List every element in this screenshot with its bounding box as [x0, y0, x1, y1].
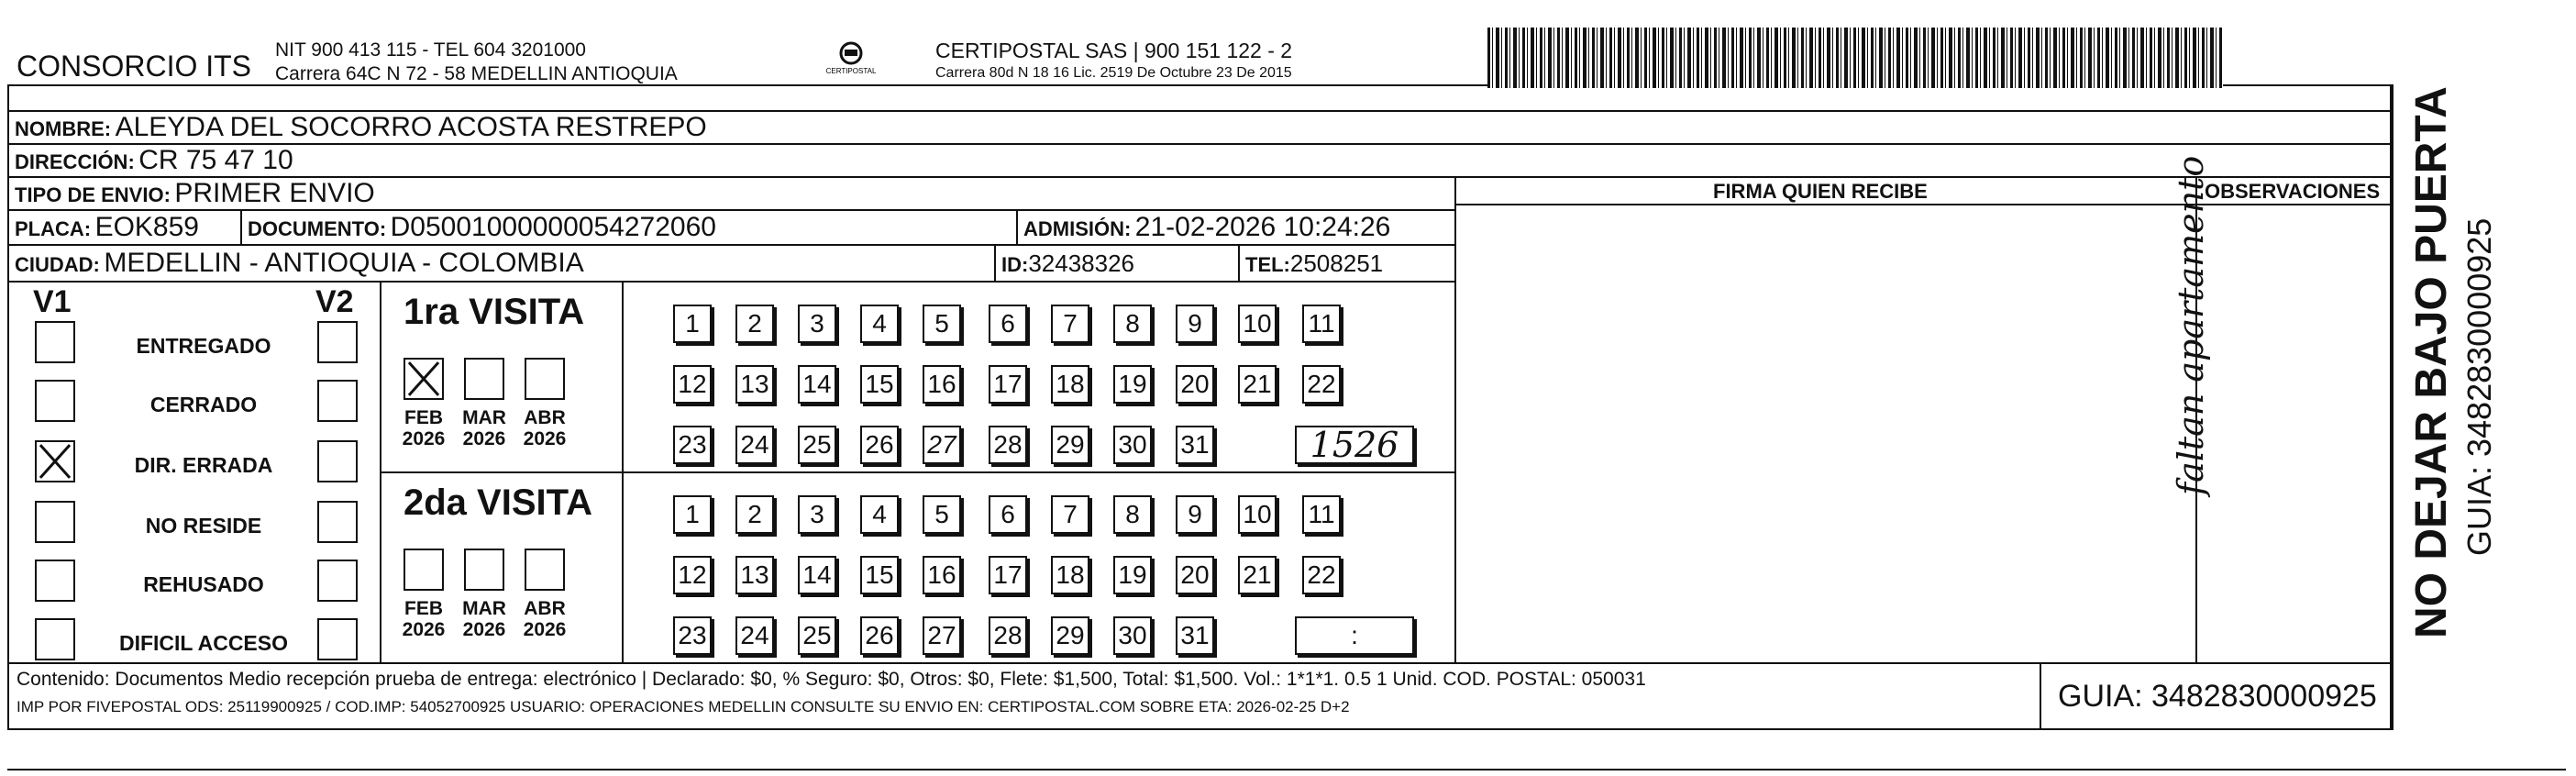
col-line [994, 244, 996, 281]
visit-day-box[interactable]: 14 [798, 556, 836, 594]
visit-day-box[interactable]: 21 [1238, 365, 1277, 404]
visit-day-box[interactable]: 1 [673, 495, 712, 534]
visit-day-box[interactable]: 23 [673, 616, 712, 655]
placa-value: EOK859 [94, 212, 199, 242]
barcode [1487, 28, 2223, 88]
status-label: DIR. ERRADA [134, 453, 273, 477]
admision-value: 21-02-2026 10:24:26 [1134, 212, 1391, 242]
visit-month-checkbox[interactable] [404, 358, 444, 400]
visit-day-box[interactable]: 2 [735, 495, 774, 534]
visit-day-box[interactable]: 30 [1113, 426, 1152, 464]
visit-day-box[interactable]: 6 [989, 495, 1027, 534]
visit-month-checkbox[interactable] [404, 549, 444, 591]
tipo-envio-label: TIPO DE ENVIO: [15, 183, 171, 206]
direccion-label: DIRECCIÓN: [15, 150, 135, 173]
documento-label: DOCUMENTO: [248, 217, 387, 240]
visit-day-box[interactable]: 12 [673, 365, 712, 404]
courier-line-2: Carrera 80d N 18 16 Lic. 2519 De Octubre 23 De 2015 [935, 65, 1292, 81]
visit-day-box[interactable]: 5 [923, 305, 961, 343]
visit-day-box[interactable]: 7 [1051, 495, 1089, 534]
direccion-value: CR 75 47 10 [138, 145, 293, 175]
visit-month-label: FEB 2026 [402, 407, 446, 450]
visit-day-box[interactable]: 24 [735, 616, 774, 655]
status-v1-checkbox[interactable] [35, 501, 75, 543]
visit-day-box[interactable]: 24 [735, 426, 774, 464]
visit-month-checkbox[interactable] [525, 358, 565, 400]
visit-month-label: MAR 2026 [462, 407, 506, 450]
status-v2-checkbox[interactable] [317, 560, 358, 602]
visit-day-box[interactable]: 3 [798, 305, 836, 343]
status-v2-checkbox[interactable] [317, 321, 358, 363]
visit-month-label: ABR 2026 [523, 598, 567, 641]
visit-month-label: ABR 2026 [523, 407, 567, 450]
visit-day-box[interactable]: 15 [860, 556, 899, 594]
documento-value: D05001000000054272060 [390, 212, 716, 242]
row-line [7, 143, 2392, 145]
status-v1-checkbox[interactable] [35, 560, 75, 602]
visit-day-box[interactable]: 2 [735, 305, 774, 343]
nombre-value: ALEYDA DEL SOCORRO ACOSTA RESTREPO [115, 112, 707, 142]
col-line [2392, 84, 2394, 730]
tipo-envio-value: PRIMER ENVIO [174, 178, 375, 208]
visit-day-box[interactable]: 20 [1176, 365, 1214, 404]
visit-day-box[interactable]: 28 [989, 616, 1027, 655]
col-line [1454, 176, 1456, 662]
visit-day-box[interactable]: 22 [1302, 365, 1341, 404]
visit-time-box[interactable]: : [1295, 616, 1414, 655]
visit-day-box[interactable]: 29 [1051, 616, 1089, 655]
col-line [1238, 244, 1240, 281]
visit-day-box[interactable]: 22 [1302, 556, 1341, 594]
tel-label: TEL: [1245, 253, 1290, 276]
status-v1-checkbox[interactable] [35, 380, 75, 422]
visit-day-box[interactable]: 14 [798, 365, 836, 404]
courier-line-1: CERTIPOSTAL SAS | 900 151 122 - 2 [935, 39, 1293, 62]
visit-day-box[interactable]: 16 [923, 365, 961, 404]
visit-day-box[interactable]: 20 [1176, 556, 1214, 594]
id-value: 32438326 [1028, 249, 1135, 277]
visit-day-box[interactable]: 5 [923, 495, 961, 534]
status-v2-checkbox[interactable] [317, 618, 358, 660]
visit-day-box[interactable]: 18 [1051, 365, 1089, 404]
observaciones-handwriting: faltan apartamento [2171, 155, 2211, 495]
row-line [7, 662, 2392, 664]
row-line [7, 209, 1456, 211]
visit-month-checkbox[interactable] [464, 549, 504, 591]
tel-value: 2508251 [1289, 249, 1384, 277]
visit-day-box[interactable]: 17 [989, 365, 1027, 404]
col-line [2040, 662, 2041, 730]
col-line [1016, 209, 1018, 244]
col-line [240, 209, 242, 244]
visit-day-box[interactable]: 23 [673, 426, 712, 464]
visit-day-box[interactable]: 31 [1176, 426, 1214, 464]
row-line [1456, 204, 2392, 205]
visit-day-box[interactable]: 4 [860, 305, 899, 343]
status-label: CERRADO [149, 393, 258, 416]
visit-day-box[interactable]: 16 [923, 556, 961, 594]
visit-day-box[interactable]: 11 [1302, 305, 1341, 343]
visit-day-box[interactable]: 9 [1176, 305, 1214, 343]
svg-text:CERTIPOSTAL: CERTIPOSTAL [825, 67, 877, 75]
ciudad-label: CIUDAD: [15, 253, 100, 276]
admision-label: ADMISIÓN: [1023, 217, 1132, 240]
status-label: NO RESIDE [145, 514, 262, 538]
company-line-2: Carrera 64C N 72 - 58 MEDELLIN ANTIOQUIA [275, 63, 678, 84]
visit-title: 2da VISITA [404, 482, 592, 523]
bottom-rule [7, 769, 2566, 770]
row-line [380, 471, 1454, 473]
footer-guia: GUIA: 3482830000925 [2058, 679, 2377, 714]
status-v2-checkbox[interactable] [317, 440, 358, 482]
status-v2-checkbox[interactable] [317, 380, 358, 422]
visit-day-box[interactable]: 30 [1113, 616, 1152, 655]
visit-day-box[interactable]: 7 [1051, 305, 1089, 343]
visit-day-box[interactable]: 8 [1113, 305, 1152, 343]
placa-label: PLACA: [15, 217, 92, 240]
firma-label: FIRMA QUIEN RECIBE [1713, 180, 1928, 203]
status-label: DIFICIL ACCESO [118, 631, 288, 655]
visit-day-box[interactable]: 19 [1113, 365, 1152, 404]
certipostal-logo [814, 40, 888, 83]
visit-day-box[interactable]: 10 [1238, 495, 1277, 534]
visit-day-box[interactable]: 3 [798, 495, 836, 534]
row-line [7, 281, 1456, 283]
visit-day-box[interactable]: 8 [1113, 495, 1152, 534]
footer-line-1: Contenido: Documentos Medio recepción prueba de entrega: electrónico | Declarado: $0, % Seguro: $0, Otros: $0, Flete: $1,500, Total: $1,500. Vol.: 1*1*1. 0.5 1 Unid. COD. POSTAL: 050031 [17, 669, 1646, 690]
company-name: CONSORCIO ITS [17, 50, 252, 83]
side-no-dejar: NO DEJAR BAJO PUERTA [2407, 86, 2456, 638]
visit-day-box[interactable]: 26 [860, 426, 899, 464]
visit-day-box[interactable]: 21 [1238, 556, 1277, 594]
visit-day-box[interactable]: 12 [673, 556, 712, 594]
status-label: ENTREGADO [136, 334, 271, 358]
visit-time-box[interactable]: 1526 [1295, 426, 1414, 464]
ciudad-value: MEDELLIN - ANTIOQUIA - COLOMBIA [104, 248, 584, 278]
v1-label: V1 [33, 284, 72, 319]
visit-day-box[interactable]: 29 [1051, 426, 1089, 464]
visit-day-box[interactable]: 25 [798, 616, 836, 655]
visit-day-box[interactable]: 18 [1051, 556, 1089, 594]
visit-month-checkbox[interactable] [464, 358, 504, 400]
visit-day-box[interactable]: 13 [735, 365, 774, 404]
visit-day-box[interactable]: 28 [989, 426, 1027, 464]
visit-day-box[interactable]: 26 [860, 616, 899, 655]
visit-day-box[interactable]: 9 [1176, 495, 1214, 534]
visit-title: 1ra VISITA [404, 292, 585, 332]
visit-day-box[interactable]: 1 [673, 305, 712, 343]
status-v1-checkbox[interactable] [35, 618, 75, 660]
visit-day-box[interactable]: 11 [1302, 495, 1341, 534]
visit-day-box[interactable]: 19 [1113, 556, 1152, 594]
visit-day-box[interactable]: 31 [1176, 616, 1214, 655]
visit-day-box[interactable]: 15 [860, 365, 899, 404]
footer-line-2: IMP POR FIVEPOSTAL ODS: 25119900925 / COD.IMP: 54052700925 USUARIO: OPERACIONES MEDELLIN CONSULTE SU ENVIO EN: CERTIPOSTAL.COM SOBRE ETA: 2026-02-25 D+2 [17, 698, 1350, 715]
status-v1-checkbox[interactable] [35, 321, 75, 363]
visit-day-box[interactable]: 13 [735, 556, 774, 594]
visit-month-label: FEB 2026 [402, 598, 446, 641]
status-v1-checkbox[interactable] [35, 440, 75, 482]
status-label: REHUSADO [143, 572, 264, 596]
v2-label: V2 [315, 284, 354, 319]
side-guia: GUIA: 3482830000925 [2460, 217, 2498, 556]
id-label: ID: [1001, 253, 1029, 276]
status-v2-checkbox[interactable] [317, 501, 358, 543]
visit-month-label: MAR 2026 [462, 598, 506, 641]
visit-day-box[interactable]: 4 [860, 495, 899, 534]
nombre-label: NOMBRE: [15, 117, 112, 140]
visit-day-box[interactable]: 17 [989, 556, 1027, 594]
visit-day-box[interactable]: 27 [923, 426, 961, 464]
company-line-1: NIT 900 413 115 - TEL 604 3201000 [275, 39, 586, 61]
visit-day-box[interactable]: 27 [923, 616, 961, 655]
visit-day-box[interactable]: 10 [1238, 305, 1277, 343]
visit-day-box[interactable]: 6 [989, 305, 1027, 343]
observaciones-label: OBSERVACIONES [2205, 180, 2381, 203]
visit-day-box[interactable]: 25 [798, 426, 836, 464]
visit-month-checkbox[interactable] [525, 549, 565, 591]
